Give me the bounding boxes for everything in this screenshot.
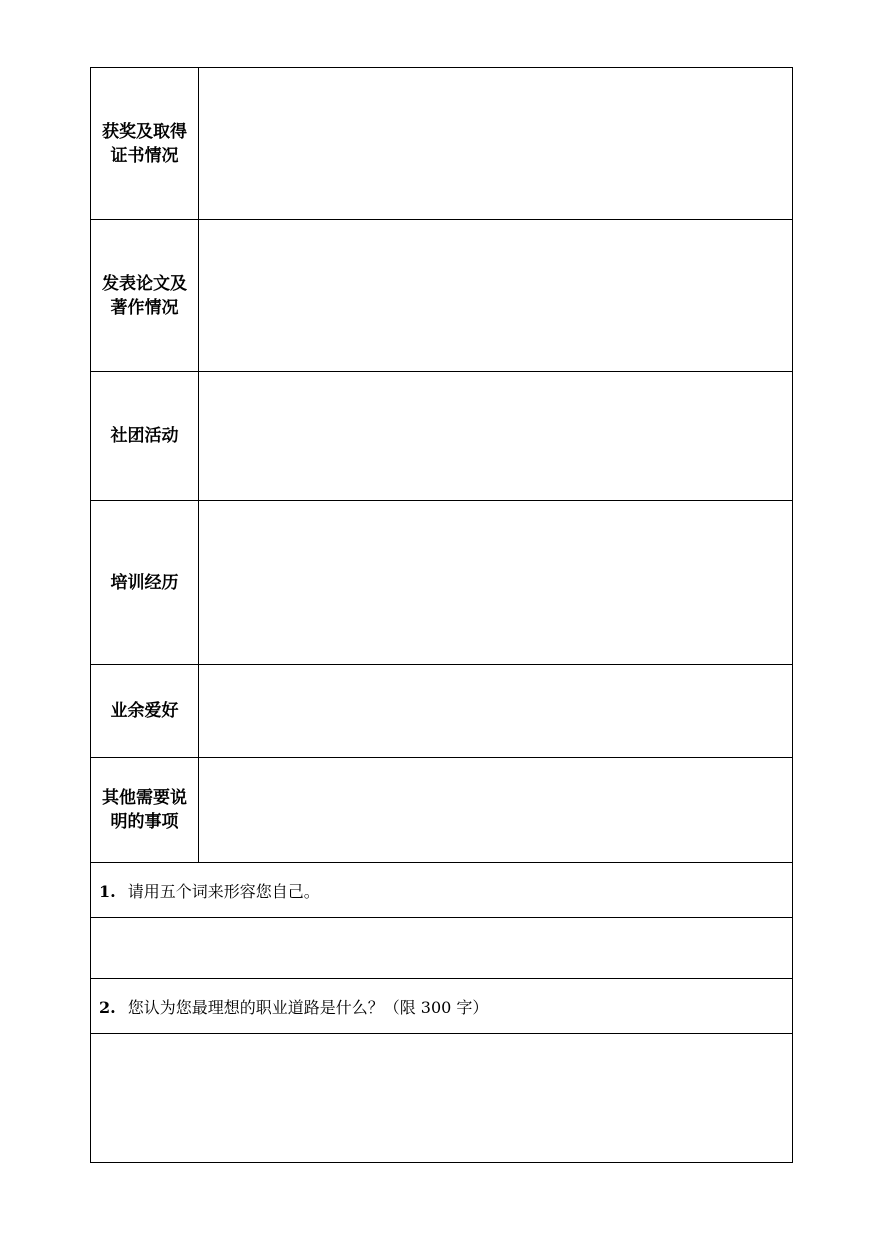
form-row-publications <box>91 220 793 372</box>
answer-1-row <box>91 918 793 979</box>
publications-label: 发表论文及著作情况 <box>102 273 187 318</box>
training-field[interactable] <box>199 501 793 665</box>
application-form-table <box>90 67 793 1163</box>
awards-field[interactable] <box>199 68 793 220</box>
clubs-label-cell <box>91 372 199 501</box>
awards-label-cell <box>91 68 199 220</box>
other-label-cell <box>91 758 199 863</box>
form-row-hobbies <box>91 665 793 758</box>
answer-1-field[interactable] <box>91 918 793 979</box>
question-1-text: 请用五个词来形容您自己。 <box>127 881 320 901</box>
form-row-training <box>91 501 793 665</box>
training-label: 培训经历 <box>110 572 179 593</box>
training-label-cell <box>91 501 199 665</box>
question-1-number: 1. <box>99 881 116 901</box>
hobbies-label: 业余爱好 <box>110 701 179 721</box>
question-1-row <box>91 863 793 918</box>
answer-2-field[interactable] <box>91 1034 793 1163</box>
other-field[interactable] <box>199 758 793 863</box>
form-row-awards <box>91 68 793 220</box>
form-row-other <box>91 758 793 863</box>
publications-label-cell <box>91 220 199 372</box>
question-2-number: 2. <box>99 997 116 1017</box>
clubs-field[interactable] <box>199 372 793 501</box>
question-1-cell <box>91 863 793 918</box>
awards-label: 获奖及取得证书情况 <box>102 121 187 166</box>
hobbies-field[interactable] <box>199 665 793 758</box>
question-2-cell <box>91 979 793 1034</box>
question-2-row <box>91 979 793 1034</box>
answer-2-row <box>91 1034 793 1163</box>
publications-field[interactable] <box>199 220 793 372</box>
question-2-text: 您认为您最理想的职业道路是什么？（限 300 字） <box>127 997 489 1017</box>
other-label: 其他需要说明的事项 <box>102 788 187 832</box>
hobbies-label-cell <box>91 665 199 758</box>
form-row-clubs <box>91 372 793 501</box>
clubs-label: 社团活动 <box>110 426 179 446</box>
